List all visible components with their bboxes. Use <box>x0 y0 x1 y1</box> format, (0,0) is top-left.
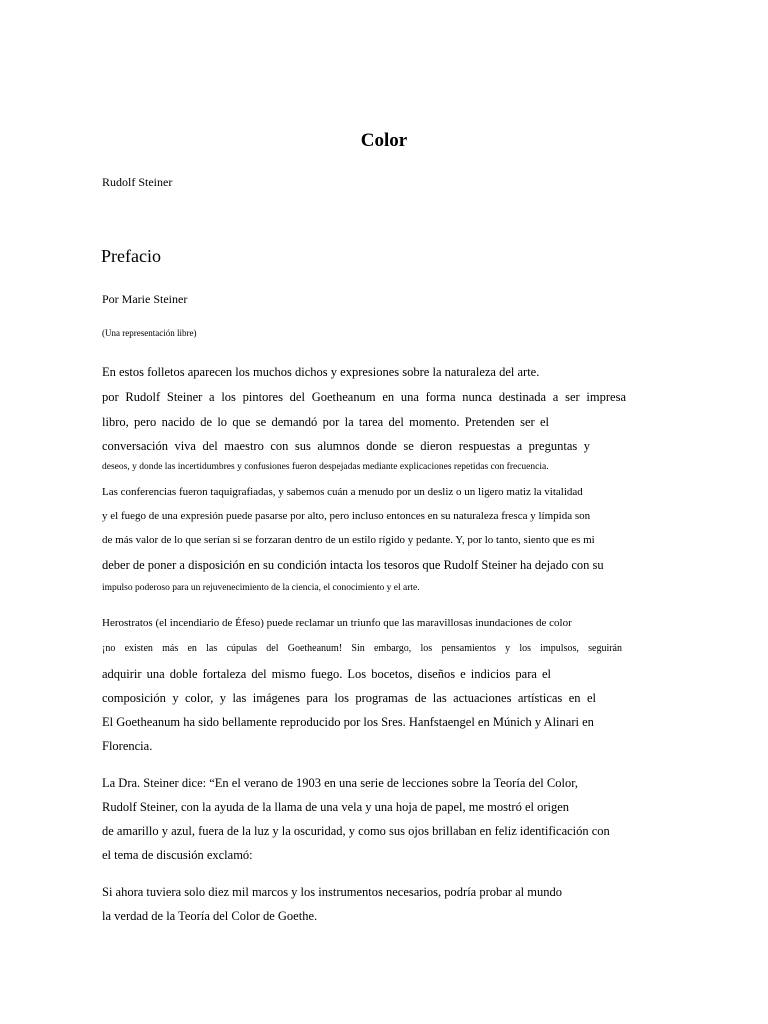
paragraph-line: adquirir una doble fortaleza del mismo fuego. Los bocetos, diseños e indicios para el <box>102 667 551 681</box>
section-byline: Por Marie Steiner <box>102 292 188 306</box>
paragraph-line: Si ahora tuviera solo diez mil marcos y los instrumentos necesarios, podría probar al mundo <box>102 885 562 899</box>
document-author: Rudolf Steiner <box>102 175 173 189</box>
section-note: (Una representación libre) <box>102 328 197 338</box>
paragraph-line: conversación viva del maestro con sus alumnos donde se dieron respuestas a preguntas y <box>102 439 590 453</box>
paragraph-line: y el fuego de una expresión puede pasarse por alto, pero incluso entonces en su naturaleza fresca y límpida son <box>102 510 591 522</box>
paragraph-line: la verdad de la Teoría del Color de Goethe. <box>102 909 318 923</box>
paragraph-line: de más valor de lo que serían si se forzaran dentro de un estilo rígido y pedante. Y, por lo tanto, siento que es mi <box>102 534 595 546</box>
paragraph-line: libro, pero nacido de lo que se demandó por la tarea del momento. Pretenden ser el <box>102 415 549 429</box>
paragraph-line: El Goetheanum ha sido bellamente reproducido por los Sres. Hanfstaengel en Múnich y Alinari en <box>102 715 594 729</box>
paragraph-line: Las conferencias fueron taquigrafiadas, y sabemos cuán a menudo por un desliz o un ligero matiz la vitalidad <box>102 486 583 498</box>
paragraph-line: impulso poderoso para un rejuvenecimiento de la ciencia, el conocimiento y el arte. <box>102 583 420 593</box>
paragraph-line: La Dra. Steiner dice: “En el verano de 1903 en una serie de lecciones sobre la Teoría del Color, <box>102 776 578 790</box>
paragraph-line: Florencia. <box>102 739 153 753</box>
paragraph-line: Rudolf Steiner, con la ayuda de la llama de una vela y una hoja de papel, me mostró el origen <box>102 800 570 814</box>
paragraph-line: ¡no existen más en las cúpulas del Goetheanum! Sin embargo, los pensamientos y los impulsos, seguirán <box>102 643 622 654</box>
paragraph-line: por Rudolf Steiner a los pintores del Goetheanum en una forma nunca destinada a ser impresa <box>102 390 626 404</box>
document-title: Color <box>360 130 408 151</box>
paragraph-line: deber de poner a disposición en su condición intacta los tesoros que Rudolf Steiner ha dejado con su <box>102 558 604 572</box>
paragraph-line: composición y color, y las imágenes para los programas de las actuaciones artísticas en el <box>102 691 596 705</box>
paragraph-line: el tema de discusión exclamó: <box>102 848 253 862</box>
paragraph-line: de amarillo y azul, fuera de la luz y la oscuridad, y como sus ojos brillaban en feliz identificación con <box>102 824 610 838</box>
paragraph-line: Herostratos (el incendiario de Éfeso) puede reclamar un triunfo que las maravillosas inundaciones de color <box>102 617 572 629</box>
section-heading: Prefacio <box>101 246 161 266</box>
paragraph-line: En estos folletos aparecen los muchos dichos y expresiones sobre la naturaleza del arte. <box>102 365 540 379</box>
paragraph-line: deseos, y donde las incertidumbres y confusiones fueron despejadas mediante explicaciones repetidas con frecuencia. <box>102 462 549 472</box>
